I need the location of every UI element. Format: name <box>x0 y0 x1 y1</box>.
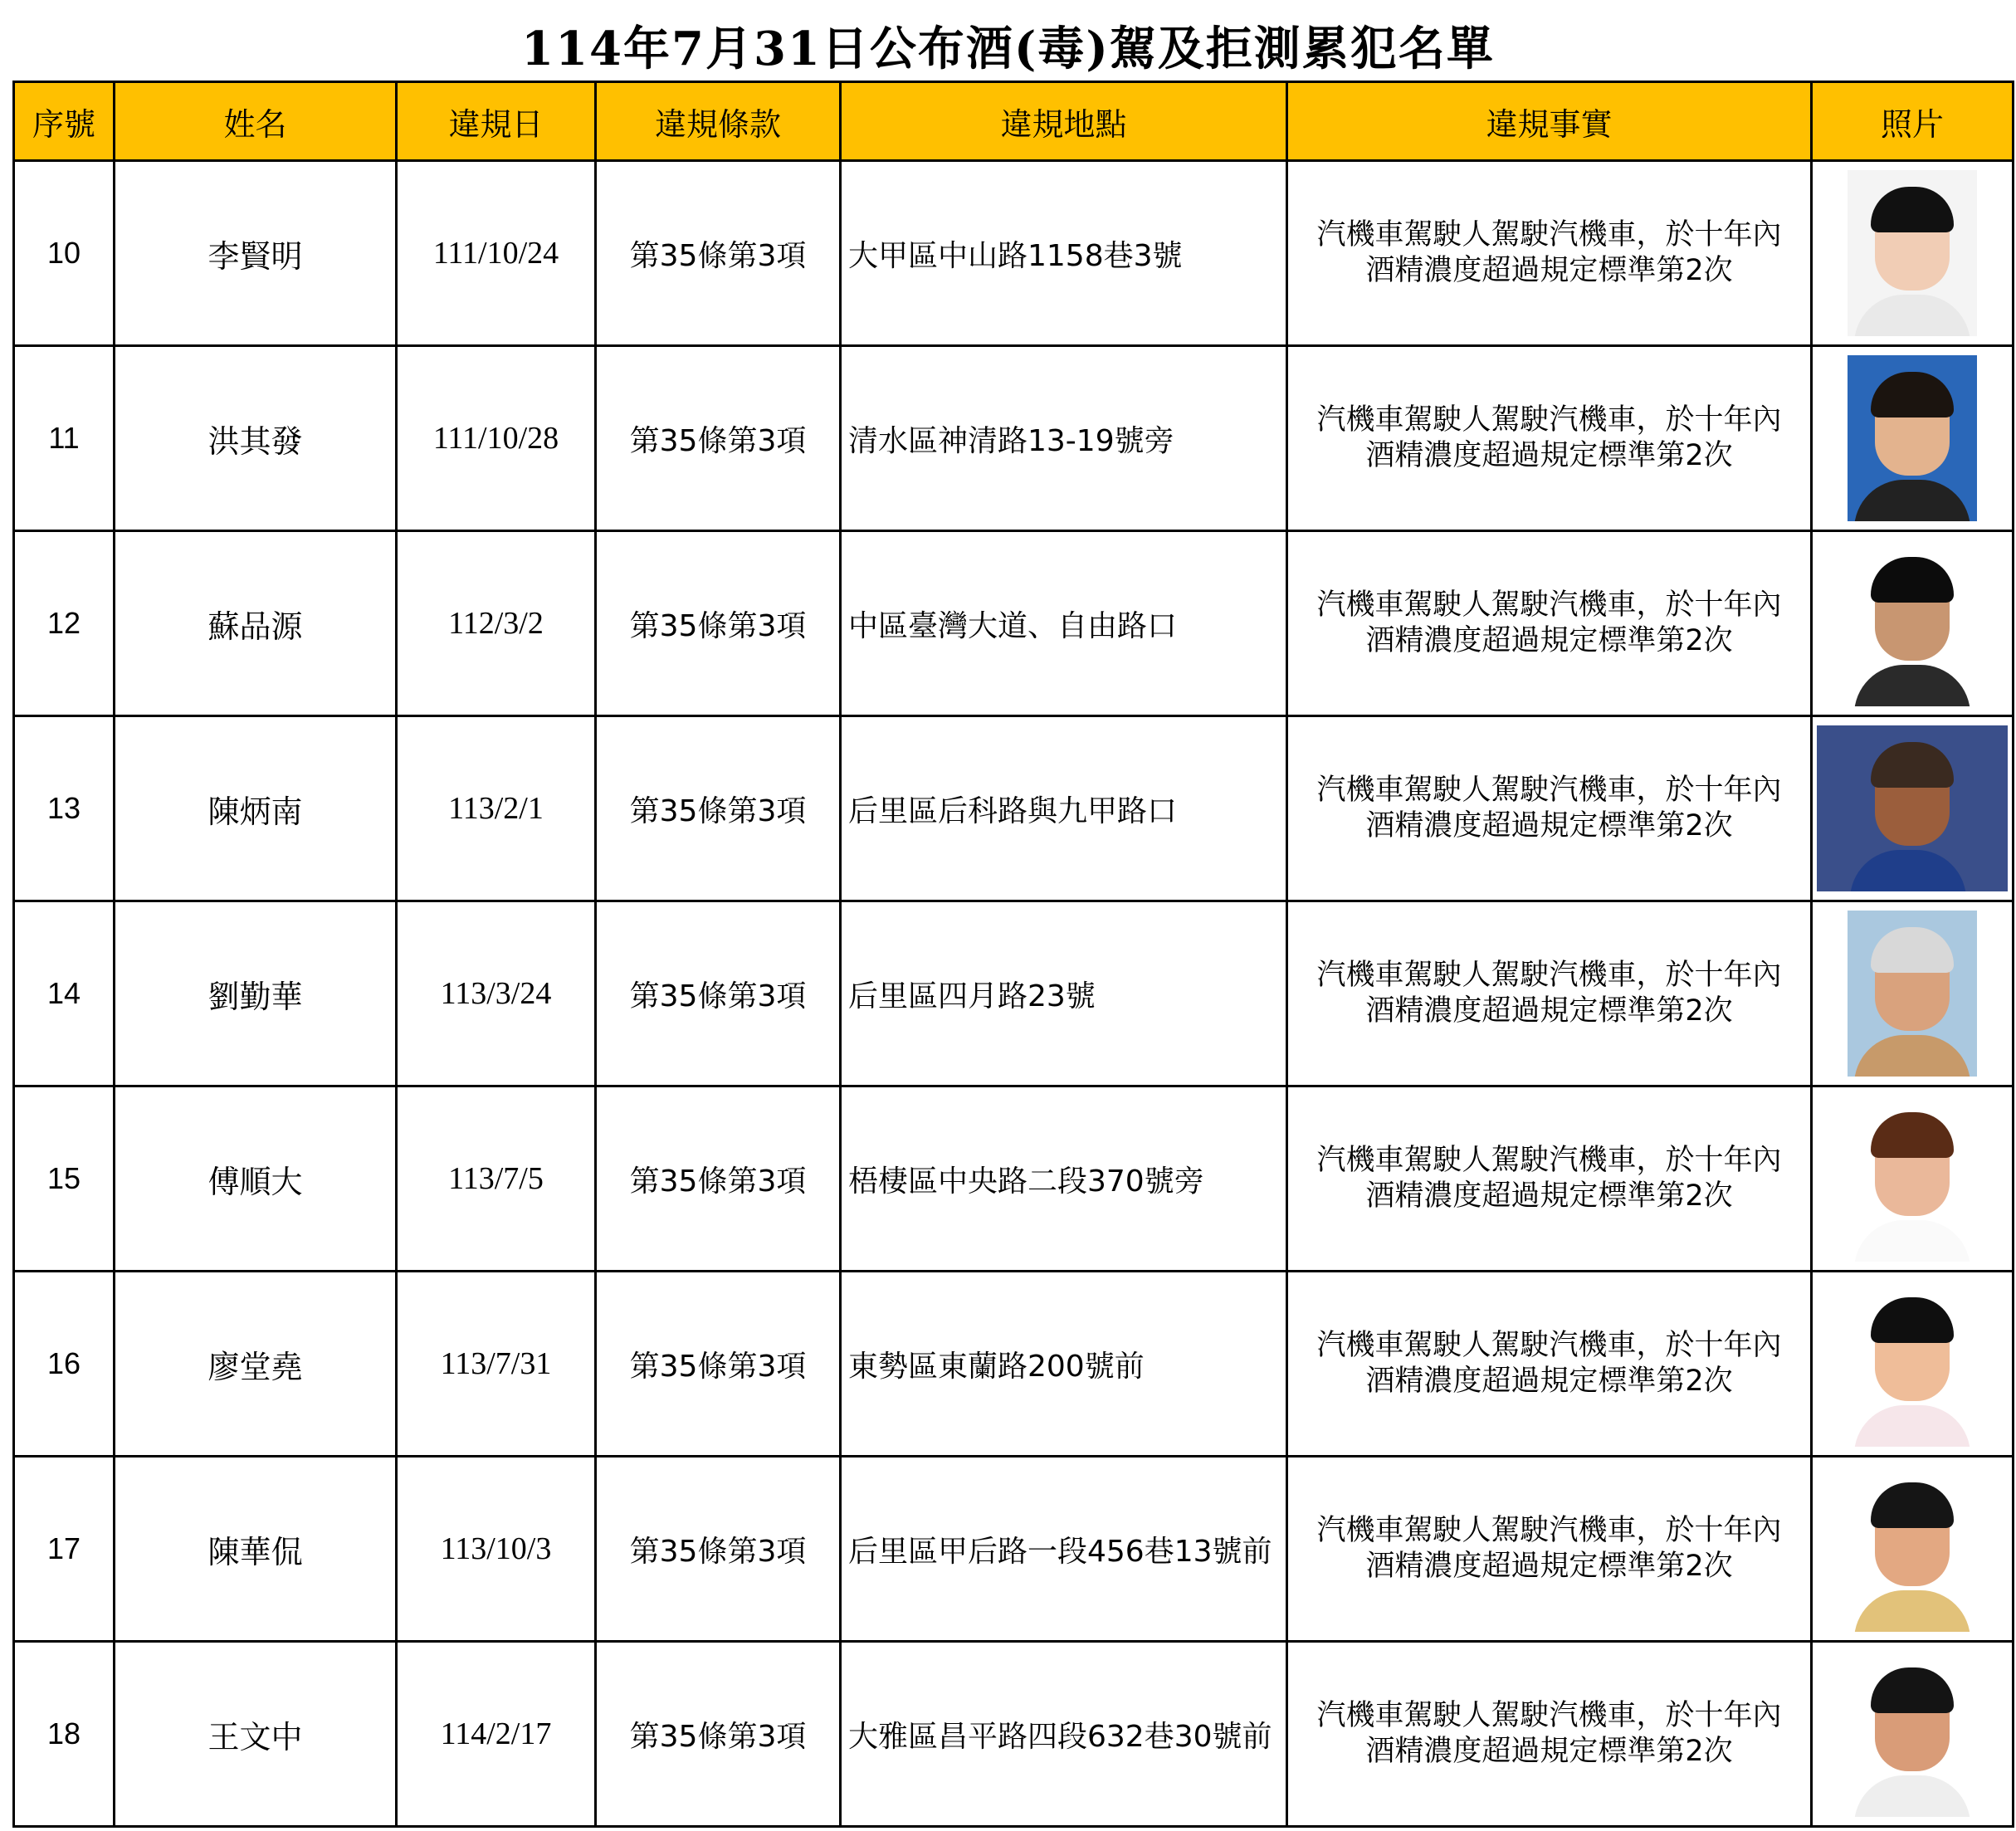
header-serial: 序號 <box>14 82 115 161</box>
table-header-row <box>14 82 2014 161</box>
name-cell: 李賢明 <box>115 161 397 346</box>
portrait-photo <box>1848 540 1977 706</box>
table-row <box>14 346 2014 531</box>
location-cell: 后里區后科路與九甲路口 <box>841 716 1287 901</box>
date-cell: 113/7/5 <box>397 1086 596 1272</box>
name-cell: 洪其發 <box>115 346 397 531</box>
clause-cell: 第35條第3項 <box>596 1642 841 1827</box>
location-cell: 東勢區東蘭路200號前 <box>841 1272 1287 1457</box>
name-cell: 陳華侃 <box>115 1457 397 1642</box>
serial-cell: 10 <box>14 161 115 346</box>
clause-cell: 第35條第3項 <box>596 1086 841 1272</box>
header-fact: 違規事實 <box>1287 82 1812 161</box>
photo-cell <box>1812 1086 2014 1272</box>
date-cell: 113/3/24 <box>397 901 596 1086</box>
portrait-photo <box>1817 725 2008 891</box>
photo-cell <box>1812 161 2014 346</box>
table-row <box>14 901 2014 1086</box>
offender-table <box>12 81 2014 1828</box>
portrait-photo <box>1848 1096 1977 1262</box>
serial-cell: 17 <box>14 1457 115 1642</box>
photo-cell <box>1812 346 2014 531</box>
date-cell: 114/2/17 <box>397 1642 596 1827</box>
location-cell: 后里區甲后路一段456巷13號前 <box>841 1457 1287 1642</box>
page-title: 114年7月31日公布酒(毒)駕及拒測累犯名單 <box>521 22 1495 76</box>
fact-line-1: 汽機車駕駛人駕駛汽機車，於十年內 <box>1316 403 1782 437</box>
name-cell: 陳炳南 <box>115 716 397 901</box>
fact-line-2: 酒精濃度超過規定標準第2次 <box>1365 254 1733 287</box>
portrait-photo <box>1848 911 1977 1077</box>
fact-cell <box>1287 1642 1812 1827</box>
clause-cell: 第35條第3項 <box>596 161 841 346</box>
header-clause: 違規條款 <box>596 82 841 161</box>
clause-cell: 第35條第3項 <box>596 1457 841 1642</box>
clause-cell: 第35條第3項 <box>596 901 841 1086</box>
fact-line-2: 酒精濃度超過規定標準第2次 <box>1365 439 1733 472</box>
portrait-photo <box>1848 1466 1977 1632</box>
clause-cell: 第35條第3項 <box>596 346 841 531</box>
photo-cell <box>1812 531 2014 716</box>
fact-cell <box>1287 1457 1812 1642</box>
portrait-photo <box>1848 1651 1977 1817</box>
location-cell: 大甲區中山路1158巷3號 <box>841 161 1287 346</box>
serial-cell: 16 <box>14 1272 115 1457</box>
date-cell: 113/10/3 <box>397 1457 596 1642</box>
header-photo: 照片 <box>1812 82 2014 161</box>
location-cell: 梧棲區中央路二段370號旁 <box>841 1086 1287 1272</box>
fact-line-1: 汽機車駕駛人駕駛汽機車，於十年內 <box>1316 1699 1782 1732</box>
serial-cell: 18 <box>14 1642 115 1827</box>
table-row <box>14 161 2014 346</box>
fact-line-1: 汽機車駕駛人駕駛汽機車，於十年內 <box>1316 1514 1782 1547</box>
header-date: 違規日 <box>397 82 596 161</box>
name-cell: 廖堂堯 <box>115 1272 397 1457</box>
fact-line-1: 汽機車駕駛人駕駛汽機車，於十年內 <box>1316 218 1782 251</box>
fact-line-2: 酒精濃度超過規定標準第2次 <box>1365 809 1733 842</box>
serial-cell: 15 <box>14 1086 115 1272</box>
fact-line-1: 汽機車駕駛人駕駛汽機車，於十年內 <box>1316 774 1782 807</box>
header-name: 姓名 <box>115 82 397 161</box>
fact-line-1: 汽機車駕駛人駕駛汽機車，於十年內 <box>1316 588 1782 622</box>
location-cell: 清水區神清路13-19號旁 <box>841 346 1287 531</box>
fact-cell <box>1287 1086 1812 1272</box>
date-cell: 113/7/31 <box>397 1272 596 1457</box>
table-row <box>14 1642 2014 1827</box>
fact-cell <box>1287 901 1812 1086</box>
photo-cell <box>1812 1457 2014 1642</box>
serial-cell: 13 <box>14 716 115 901</box>
table-row <box>14 1086 2014 1272</box>
serial-cell: 12 <box>14 531 115 716</box>
date-cell: 111/10/24 <box>397 161 596 346</box>
fact-line-2: 酒精濃度超過規定標準第2次 <box>1365 1179 1733 1213</box>
clause-cell: 第35條第3項 <box>596 1272 841 1457</box>
fact-line-1: 汽機車駕駛人駕駛汽機車，於十年內 <box>1316 1329 1782 1362</box>
portrait-photo <box>1848 355 1977 521</box>
table-row <box>14 1457 2014 1642</box>
name-cell: 王文中 <box>115 1642 397 1827</box>
table-row <box>14 1272 2014 1457</box>
name-cell: 傅順大 <box>115 1086 397 1272</box>
location-cell: 大雅區昌平路四段632巷30號前 <box>841 1642 1287 1827</box>
fact-cell <box>1287 346 1812 531</box>
table-row <box>14 531 2014 716</box>
portrait-photo <box>1848 1281 1977 1447</box>
clause-cell: 第35條第3項 <box>596 716 841 901</box>
header-location: 違規地點 <box>841 82 1287 161</box>
serial-cell: 14 <box>14 901 115 1086</box>
date-cell: 113/2/1 <box>397 716 596 901</box>
clause-cell: 第35條第3項 <box>596 531 841 716</box>
photo-cell <box>1812 1642 2014 1827</box>
date-cell: 111/10/28 <box>397 346 596 531</box>
fact-line-2: 酒精濃度超過規定標準第2次 <box>1365 624 1733 657</box>
table-row <box>14 716 2014 901</box>
serial-cell: 11 <box>14 346 115 531</box>
fact-line-2: 酒精濃度超過規定標準第2次 <box>1365 1365 1733 1398</box>
photo-cell <box>1812 901 2014 1086</box>
fact-line-2: 酒精濃度超過規定標準第2次 <box>1365 994 1733 1028</box>
name-cell: 蘇品源 <box>115 531 397 716</box>
fact-line-1: 汽機車駕駛人駕駛汽機車，於十年內 <box>1316 959 1782 992</box>
portrait-photo <box>1848 170 1977 336</box>
fact-cell <box>1287 716 1812 901</box>
fact-cell <box>1287 531 1812 716</box>
fact-line-2: 酒精濃度超過規定標準第2次 <box>1365 1735 1733 1768</box>
date-cell: 112/3/2 <box>397 531 596 716</box>
photo-cell <box>1812 716 2014 901</box>
fact-line-2: 酒精濃度超過規定標準第2次 <box>1365 1550 1733 1583</box>
name-cell: 劉勤華 <box>115 901 397 1086</box>
fact-cell <box>1287 161 1812 346</box>
location-cell: 中區臺灣大道、自由路口 <box>841 531 1287 716</box>
location-cell: 后里區四月路23號 <box>841 901 1287 1086</box>
fact-line-1: 汽機車駕駛人駕駛汽機車，於十年內 <box>1316 1144 1782 1177</box>
fact-cell <box>1287 1272 1812 1457</box>
photo-cell <box>1812 1272 2014 1457</box>
